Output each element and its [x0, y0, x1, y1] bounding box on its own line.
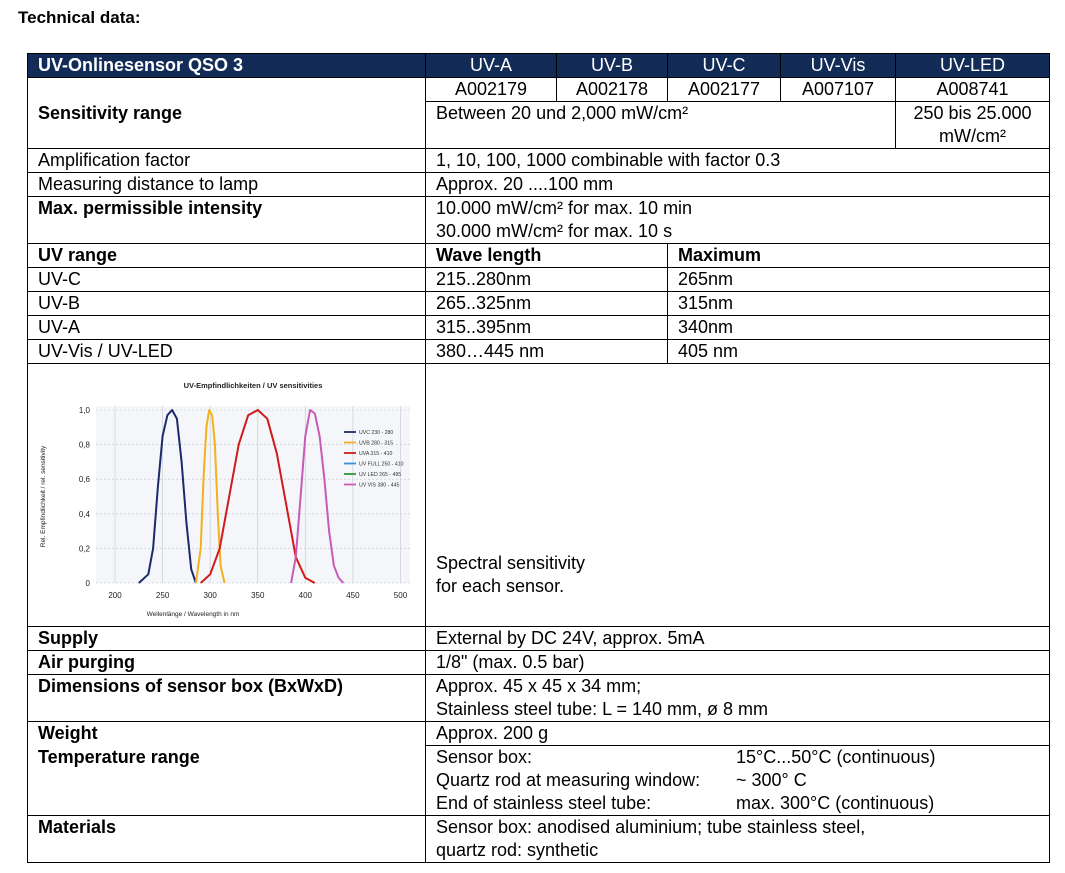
- sensitivity-led-line1: 250 bis 25.000: [913, 103, 1032, 123]
- uv-range-name: UV-C: [28, 268, 426, 292]
- table-row: [28, 340, 1050, 364]
- legend-entry: UVC 230 - 280: [359, 430, 394, 437]
- col-uvb: UV-B: [557, 54, 668, 78]
- materials-line2: quartz rod: synthetic: [436, 840, 599, 860]
- table-header-row: [28, 54, 1050, 78]
- chart-title: UV-Empfindlichkeiten / UV sensitivities: [183, 381, 323, 390]
- code-uvvis: A007107: [781, 78, 896, 102]
- dimensions-line2: Stainless steel tube: L = 140 mm, ø 8 mm: [436, 699, 768, 719]
- air-purging-label: Air purging: [28, 651, 426, 675]
- temperature-val: 15°C...50°C (continuous): [736, 747, 936, 767]
- x-tick-label: 350: [251, 591, 265, 600]
- maximum-header: Maximum: [668, 244, 1050, 268]
- amplification-label: Amplification factor: [28, 149, 426, 173]
- x-tick-label: 200: [108, 591, 122, 600]
- weight-value: Approx. 200 g: [426, 722, 1050, 746]
- uv-range-wave: 380…445 nm: [426, 340, 668, 364]
- intensity-line2: 30.000 mW/cm² for max. 10 s: [436, 221, 673, 241]
- temperature-line: [436, 746, 1039, 769]
- intensity-line1: 10.000 mW/cm² for max. 10 min: [436, 198, 693, 218]
- spectral-line1: Spectral sensitivity: [436, 553, 586, 573]
- spectral-line2: for each sensor.: [436, 576, 565, 596]
- y-tick-label: 0,4: [78, 509, 90, 519]
- distance-value: Approx. 20 ....100 mm: [426, 173, 1050, 197]
- chart-cell: [28, 364, 426, 627]
- uv-range-name: UV-B: [28, 292, 426, 316]
- uv-range-label: UV range: [28, 244, 426, 268]
- uv-range-name: UV-Vis / UV-LED: [28, 340, 426, 364]
- distance-row: [28, 173, 1050, 197]
- x-axis-label: Wellenlänge / Wavelength in nm: [146, 611, 240, 618]
- dimensions-value: [426, 675, 1050, 722]
- y-axis-label: Rel. Empfindlichkeit / rel. sensitivity: [40, 445, 47, 548]
- table-row: [28, 292, 1050, 316]
- weight-row: [28, 722, 1050, 746]
- temperature-line: [436, 769, 1039, 792]
- weight-label: Weight: [28, 722, 426, 746]
- dimensions-row: [28, 675, 1050, 722]
- code-uva: A002179: [426, 78, 557, 102]
- intensity-value: [426, 197, 1050, 244]
- temperature-row: [28, 746, 1050, 816]
- table-row: [28, 316, 1050, 340]
- air-purging-value: 1/8" (max. 0.5 bar): [426, 651, 1050, 675]
- dimensions-label: Dimensions of sensor box (BxWxD): [28, 675, 426, 722]
- x-tick-label: 450: [346, 591, 360, 600]
- legend-entry: UVB 280 - 315: [359, 440, 394, 447]
- y-tick-label: 0: [85, 579, 90, 588]
- code-uvc: A002177: [668, 78, 781, 102]
- uv-range-max: 405 nm: [668, 340, 1050, 364]
- uv-range-wave: 315..395nm: [426, 316, 668, 340]
- code-uvb: A002178: [557, 78, 668, 102]
- legend-entry: UV VIS 380 - 445: [359, 482, 400, 489]
- supply-value: External by DC 24V, approx. 5mA: [426, 627, 1050, 651]
- temperature-value: [426, 746, 1050, 816]
- intensity-row: [28, 197, 1050, 244]
- col-uva: UV-A: [426, 54, 557, 78]
- intensity-label: Max. permissible intensity: [28, 197, 426, 244]
- temperature-key: Sensor box:: [436, 747, 533, 767]
- uv-range-name: UV-A: [28, 316, 426, 340]
- legend-entry: UVA 315 - 410: [359, 451, 393, 458]
- uv-range-max: 265nm: [668, 268, 1050, 292]
- codes-row: [28, 78, 1050, 102]
- x-tick-label: 250: [155, 591, 170, 600]
- col-uvled: UV-LED: [896, 54, 1050, 78]
- wave-length-header: Wave length: [426, 244, 668, 268]
- temperature-val: max. 300°C (continuous): [736, 793, 935, 813]
- supply-label: Supply: [28, 627, 426, 651]
- y-tick-label: 0,2: [78, 544, 90, 554]
- x-tick-label: 400: [298, 591, 313, 600]
- sensitivity-label: Sensitivity range: [28, 102, 426, 149]
- technical-data-table: [27, 53, 1050, 863]
- y-tick-label: 1,0: [78, 406, 90, 415]
- materials-row: [28, 816, 1050, 863]
- distance-label: Measuring distance to lamp: [28, 173, 426, 197]
- code-uvled: A008741: [896, 78, 1050, 102]
- materials-value: [426, 816, 1050, 863]
- uv-range-max: 315nm: [668, 292, 1050, 316]
- temperature-label: Temperature range: [28, 746, 426, 816]
- uv-range-header-row: [28, 244, 1050, 268]
- table-row: [28, 268, 1050, 292]
- dimensions-line1: Approx. 45 x 45 x 34 mm;: [436, 676, 642, 696]
- temperature-val: ~ 300° C: [736, 770, 807, 790]
- uv-range-wave: 215..280nm: [426, 268, 668, 292]
- uv-range-wave: 265..325nm: [426, 292, 668, 316]
- legend-entry: UV LED 265 - 495: [359, 472, 402, 479]
- temperature-line: [436, 792, 1039, 815]
- sensitivity-led-line2: mW/cm²: [939, 126, 1006, 146]
- amplification-value: 1, 10, 100, 1000 combinable with factor 0.3: [426, 149, 1050, 173]
- chart-row: [28, 364, 1050, 627]
- sensitivity-led-value: [896, 102, 1050, 149]
- materials-line1: Sensor box: anodised aluminium; tube stainless steel,: [436, 817, 866, 837]
- y-tick-label: 0,8: [78, 440, 90, 450]
- x-tick-label: 300: [203, 591, 217, 600]
- uv-range-max: 340nm: [668, 316, 1050, 340]
- temperature-key: Quartz rod at measuring window:: [436, 770, 701, 790]
- col-uvc: UV-C: [668, 54, 781, 78]
- materials-label: Materials: [28, 816, 426, 863]
- sensitivity-value: Between 20 und 2,000 mW/cm²: [426, 102, 896, 149]
- col-uvvis: UV-Vis: [781, 54, 896, 78]
- amplification-row: [28, 149, 1050, 173]
- sensitivity-row: [28, 102, 1050, 149]
- sensitivity-chart: [28, 364, 424, 620]
- legend-entry: UV FULL 250 - 410: [359, 461, 404, 468]
- temperature-key: End of stainless steel tube:: [436, 793, 652, 813]
- spectral-description: [426, 364, 1050, 627]
- x-tick-label: 500: [393, 591, 408, 600]
- page-heading: Technical data:: [18, 8, 141, 27]
- product-title: UV-Onlinesensor QSO 3: [28, 54, 426, 78]
- y-tick-label: 0,6: [78, 475, 90, 485]
- air-purging-row: [28, 651, 1050, 675]
- supply-row: [28, 627, 1050, 651]
